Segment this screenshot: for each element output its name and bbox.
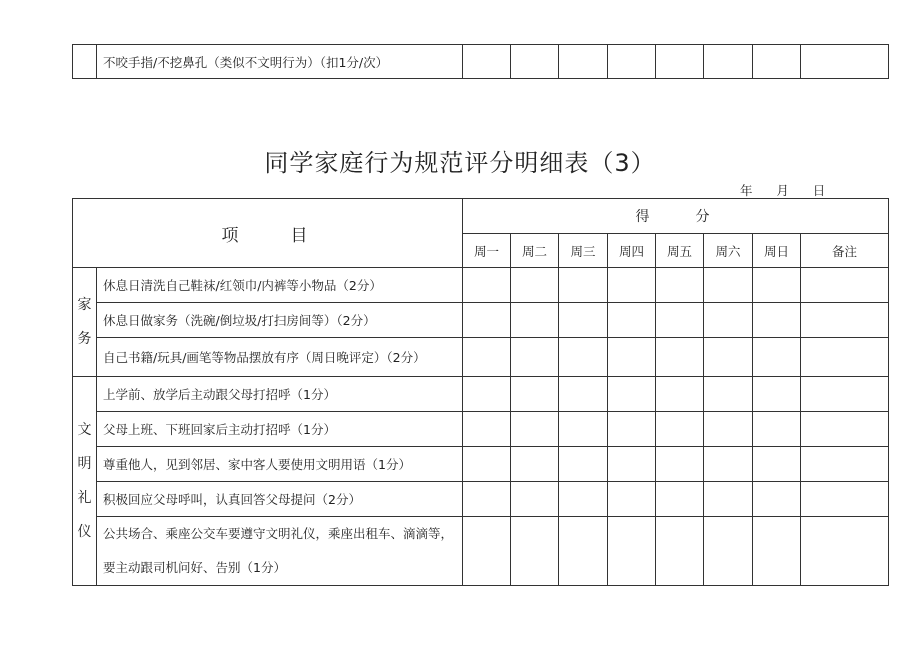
day-header: 周一 <box>463 234 511 268</box>
item-cell: 休息日做家务（洗碗/倒垃圾/打扫房间等）（2分） <box>97 303 463 338</box>
score-cell[interactable] <box>511 447 559 482</box>
score-cell[interactable] <box>559 377 608 412</box>
score-cell[interactable] <box>608 338 656 377</box>
item-cell: 积极回应父母呼叫，认真回答父母提问（2分） <box>97 482 463 517</box>
score-cell[interactable] <box>753 377 801 412</box>
page-title: 同学家庭行为规范评分明细表（3） <box>264 149 656 177</box>
score-cell[interactable] <box>511 303 559 338</box>
score-cell[interactable] <box>656 45 704 79</box>
score-cell[interactable] <box>608 412 656 447</box>
score-cell[interactable] <box>656 482 704 517</box>
score-cell[interactable] <box>656 447 704 482</box>
remark-cell[interactable] <box>801 338 889 377</box>
remark-cell[interactable] <box>801 377 889 412</box>
remark-cell[interactable] <box>801 268 889 303</box>
score-cell[interactable] <box>559 303 608 338</box>
category-cell-housework <box>73 268 97 377</box>
score-cell[interactable] <box>608 268 656 303</box>
score-cell[interactable] <box>753 268 801 303</box>
score-cell[interactable] <box>656 268 704 303</box>
score-cell[interactable] <box>704 268 753 303</box>
score-cell[interactable] <box>704 517 753 586</box>
item-cell: 休息日清洗自己鞋袜/红领巾/内裤等小物品（2分） <box>97 268 463 303</box>
item-line: 公共场合、乘座公交车要遵守文明礼仪，乘座出租车、滴滴等， <box>103 526 454 541</box>
score-cell[interactable] <box>704 377 753 412</box>
previous-table-fragment <box>72 44 889 79</box>
score-cell[interactable] <box>656 377 704 412</box>
score-cell[interactable] <box>608 377 656 412</box>
remark-cell[interactable] <box>801 412 889 447</box>
score-cell[interactable] <box>608 482 656 517</box>
score-cell[interactable] <box>608 45 656 79</box>
category-char: 文 <box>77 422 92 438</box>
category-char: 礼 <box>77 490 92 506</box>
date-line <box>740 181 825 199</box>
score-cell[interactable] <box>463 517 511 586</box>
score-cell[interactable] <box>559 447 608 482</box>
score-cell[interactable] <box>511 517 559 586</box>
score-cell[interactable] <box>608 447 656 482</box>
score-cell[interactable] <box>559 338 608 377</box>
score-cell[interactable] <box>511 412 559 447</box>
remark-cell[interactable] <box>801 447 889 482</box>
score-cell[interactable] <box>463 377 511 412</box>
score-cell[interactable] <box>656 303 704 338</box>
score-cell[interactable] <box>559 482 608 517</box>
score-cell[interactable] <box>463 268 511 303</box>
category-cell-etiquette <box>73 377 97 586</box>
item-header: 项 目 <box>73 199 463 268</box>
score-cell[interactable] <box>511 268 559 303</box>
item-cell: 尊重他人，见到邻居、家中客人要使用文明用语（1分） <box>97 447 463 482</box>
score-cell[interactable] <box>704 482 753 517</box>
remark-cell[interactable] <box>801 482 889 517</box>
score-cell[interactable] <box>753 412 801 447</box>
score-header: 得 分 <box>463 199 889 234</box>
score-cell[interactable] <box>608 517 656 586</box>
day-header: 周三 <box>559 234 608 268</box>
score-cell[interactable] <box>704 45 753 79</box>
score-cell[interactable] <box>704 447 753 482</box>
score-cell[interactable] <box>559 412 608 447</box>
day-label: 日 <box>812 183 826 198</box>
score-cell[interactable] <box>511 45 559 79</box>
category-char: 仪 <box>77 524 92 540</box>
score-cell[interactable] <box>753 338 801 377</box>
score-cell[interactable] <box>753 303 801 338</box>
score-cell[interactable] <box>608 303 656 338</box>
score-cell[interactable] <box>463 447 511 482</box>
day-header: 周二 <box>511 234 559 268</box>
remark-cell[interactable] <box>801 45 889 79</box>
score-cell[interactable] <box>656 517 704 586</box>
score-cell[interactable] <box>704 303 753 338</box>
month-label: 月 <box>776 183 789 198</box>
score-cell[interactable] <box>463 482 511 517</box>
score-cell[interactable] <box>559 268 608 303</box>
score-cell[interactable] <box>511 482 559 517</box>
category-char: 家 <box>77 297 92 313</box>
score-cell[interactable] <box>559 45 608 79</box>
category-char: 务 <box>77 331 92 347</box>
remark-header: 备注 <box>801 234 889 268</box>
score-cell[interactable] <box>463 45 511 79</box>
score-cell[interactable] <box>511 338 559 377</box>
score-table <box>72 198 889 586</box>
day-header: 周五 <box>656 234 704 268</box>
item-cell: 自己书籍/玩具/画笔等物品摆放有序（周日晚评定）（2分） <box>97 338 463 377</box>
day-header: 周四 <box>608 234 656 268</box>
score-cell[interactable] <box>704 338 753 377</box>
score-cell[interactable] <box>463 303 511 338</box>
item-cell: 上学前、放学后主动跟父母打招呼（1分） <box>97 377 463 412</box>
item-cell: 父母上班、下班回家后主动打招呼（1分） <box>97 412 463 447</box>
day-header: 周六 <box>704 234 753 268</box>
score-cell[interactable] <box>656 412 704 447</box>
day-header: 周日 <box>753 234 801 268</box>
category-char: 明 <box>77 456 92 472</box>
score-cell[interactable] <box>753 447 801 482</box>
score-cell[interactable] <box>753 482 801 517</box>
item-line: 要主动跟司机问好、告别（1分） <box>103 560 286 575</box>
item-cell: 不咬手指/不挖鼻孔（类似不文明行为）（扣1分/次） <box>97 45 463 79</box>
year-label: 年 <box>740 183 753 198</box>
score-cell[interactable] <box>511 377 559 412</box>
score-cell[interactable] <box>704 412 753 447</box>
remark-cell[interactable] <box>801 303 889 338</box>
remark-cell[interactable] <box>801 517 889 586</box>
score-cell[interactable] <box>463 412 511 447</box>
category-cell <box>73 45 97 79</box>
item-cell-multiline <box>97 517 463 586</box>
score-cell[interactable] <box>753 45 801 79</box>
score-cell[interactable] <box>753 517 801 586</box>
score-cell[interactable] <box>463 338 511 377</box>
score-cell[interactable] <box>559 517 608 586</box>
score-cell[interactable] <box>656 338 704 377</box>
